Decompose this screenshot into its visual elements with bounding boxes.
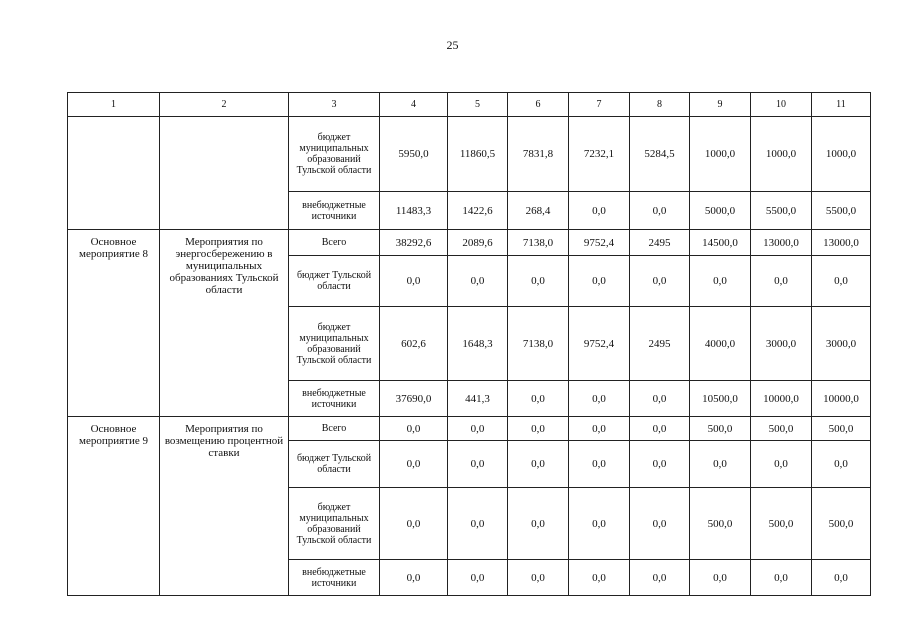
measure-name-cell: Основное мероприятие 9 — [68, 417, 160, 596]
value-cell: 0,0 — [690, 256, 751, 307]
value-cell: 0,0 — [448, 441, 508, 488]
value-cell: 1648,3 — [448, 307, 508, 381]
value-cell: 13000,0 — [751, 230, 812, 256]
value-cell: 0,0 — [569, 256, 630, 307]
value-cell: 0,0 — [380, 560, 448, 596]
value-cell: 0,0 — [812, 256, 871, 307]
funding-source: бюджет муниципальных образований Тульской области — [289, 307, 380, 381]
value-cell: 500,0 — [812, 417, 871, 441]
measure-description-cell: Мероприятия по возмещению процентной ставки — [160, 417, 289, 596]
value-cell: 0,0 — [569, 192, 630, 230]
value-cell: 5500,0 — [751, 192, 812, 230]
funding-source: Всего — [289, 230, 380, 256]
funding-source: внебюджетные источники — [289, 381, 380, 417]
page-number: 25 — [446, 38, 459, 52]
measure-name-cell: Основное мероприятие 8 — [68, 230, 160, 417]
value-cell: 0,0 — [630, 441, 690, 488]
value-cell: 0,0 — [751, 441, 812, 488]
value-cell: 0,0 — [448, 256, 508, 307]
value-cell: 0,0 — [690, 441, 751, 488]
table-row — [68, 230, 871, 256]
funding-source: бюджет Тульской области — [289, 441, 380, 488]
value-cell: 9752,4 — [569, 307, 630, 381]
value-cell: 0,0 — [508, 441, 569, 488]
value-cell: 0,0 — [508, 381, 569, 417]
table-row — [68, 417, 871, 441]
header-cell: 6 — [508, 93, 569, 117]
value-cell: 7831,8 — [508, 117, 569, 192]
value-cell: 0,0 — [448, 417, 508, 441]
value-cell: 268,4 — [508, 192, 569, 230]
value-cell: 0,0 — [630, 488, 690, 560]
funding-source: внебюджетные источники — [289, 560, 380, 596]
header-cell: 9 — [690, 93, 751, 117]
value-cell: 0,0 — [630, 560, 690, 596]
measure-description-cell: Мероприятия по энергосбережению в муниципальных образованиях Тульской области — [160, 230, 289, 417]
value-cell: 13000,0 — [812, 230, 871, 256]
value-cell: 9752,4 — [569, 230, 630, 256]
value-cell: 500,0 — [690, 488, 751, 560]
value-cell: 500,0 — [690, 417, 751, 441]
value-cell: 7138,0 — [508, 307, 569, 381]
table-row — [68, 117, 871, 192]
header-cell: 4 — [380, 93, 448, 117]
funding-source: внебюджетные источники — [289, 192, 380, 230]
value-cell: 7138,0 — [508, 230, 569, 256]
header-cell: 11 — [812, 93, 871, 117]
value-cell: 0,0 — [751, 560, 812, 596]
value-cell: 7232,1 — [569, 117, 630, 192]
value-cell: 0,0 — [569, 560, 630, 596]
value-cell: 0,0 — [630, 192, 690, 230]
value-cell: 0,0 — [630, 381, 690, 417]
value-cell: 500,0 — [751, 488, 812, 560]
value-cell: 1000,0 — [690, 117, 751, 192]
value-cell: 0,0 — [812, 441, 871, 488]
value-cell: 10000,0 — [812, 381, 871, 417]
value-cell: 0,0 — [380, 256, 448, 307]
header-cell: 10 — [751, 93, 812, 117]
value-cell: 3000,0 — [751, 307, 812, 381]
value-cell: 0,0 — [569, 441, 630, 488]
value-cell: 0,0 — [630, 256, 690, 307]
value-cell: 0,0 — [508, 417, 569, 441]
value-cell: 5284,5 — [630, 117, 690, 192]
header-cell: 5 — [448, 93, 508, 117]
value-cell: 0,0 — [569, 381, 630, 417]
measure-description-cell — [160, 117, 289, 230]
value-cell: 0,0 — [508, 488, 569, 560]
value-cell: 0,0 — [380, 441, 448, 488]
value-cell: 5950,0 — [380, 117, 448, 192]
value-cell: 602,6 — [380, 307, 448, 381]
funding-source: бюджет муниципальных образований Тульской области — [289, 488, 380, 560]
value-cell: 500,0 — [812, 488, 871, 560]
header-cell: 2 — [160, 93, 289, 117]
value-cell: 38292,6 — [380, 230, 448, 256]
value-cell: 0,0 — [690, 560, 751, 596]
value-cell: 11860,5 — [448, 117, 508, 192]
value-cell: 0,0 — [630, 417, 690, 441]
value-cell: 10500,0 — [690, 381, 751, 417]
value-cell: 1422,6 — [448, 192, 508, 230]
value-cell: 0,0 — [508, 256, 569, 307]
measure-name-cell — [68, 117, 160, 230]
value-cell: 500,0 — [751, 417, 812, 441]
value-cell: 0,0 — [448, 560, 508, 596]
value-cell: 37690,0 — [380, 381, 448, 417]
funding-source: Всего — [289, 417, 380, 441]
value-cell: 5000,0 — [690, 192, 751, 230]
value-cell: 0,0 — [380, 417, 448, 441]
header-cell: 7 — [569, 93, 630, 117]
value-cell: 0,0 — [569, 417, 630, 441]
funding-source: бюджет муниципальных образований Тульской области — [289, 117, 380, 192]
value-cell: 0,0 — [508, 560, 569, 596]
value-cell: 2089,6 — [448, 230, 508, 256]
funding-source: бюджет Тульской области — [289, 256, 380, 307]
value-cell: 10000,0 — [751, 381, 812, 417]
value-cell: 0,0 — [380, 488, 448, 560]
value-cell: 0,0 — [812, 560, 871, 596]
header-cell: 8 — [630, 93, 690, 117]
value-cell: 0,0 — [751, 256, 812, 307]
value-cell: 5500,0 — [812, 192, 871, 230]
header-cell: 3 — [289, 93, 380, 117]
value-cell: 14500,0 — [690, 230, 751, 256]
value-cell: 1000,0 — [812, 117, 871, 192]
funding-table — [67, 92, 871, 596]
value-cell: 11483,3 — [380, 192, 448, 230]
value-cell: 441,3 — [448, 381, 508, 417]
value-cell: 3000,0 — [812, 307, 871, 381]
value-cell: 1000,0 — [751, 117, 812, 192]
value-cell: 0,0 — [448, 488, 508, 560]
value-cell: 2495 — [630, 230, 690, 256]
header-cell: 1 — [68, 93, 160, 117]
value-cell: 0,0 — [569, 488, 630, 560]
value-cell: 2495 — [630, 307, 690, 381]
header-row — [68, 93, 871, 117]
value-cell: 4000,0 — [690, 307, 751, 381]
